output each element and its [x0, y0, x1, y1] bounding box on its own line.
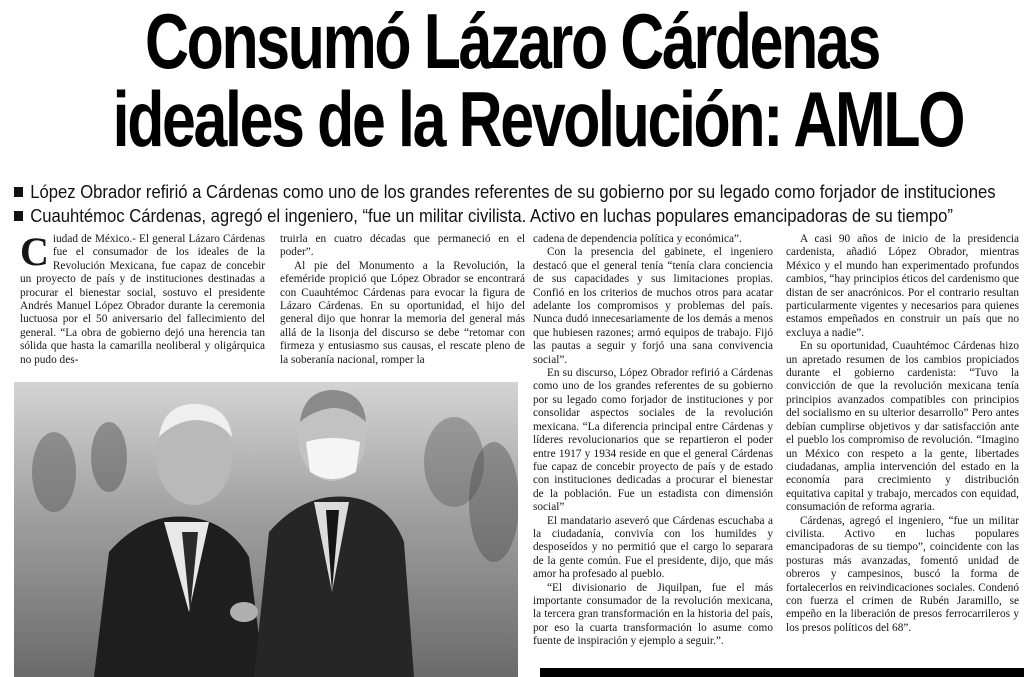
subhead-1	[14, 180, 1018, 204]
paragraph: En su discurso, López Obrador refirió a Cárdenas como uno de los grandes referentes de su gobierno por su legado como forjador de instituciones y por consolidar aspectos sociales de la revolución mexicana. “La diferencia principal entre Cárdenas y líderes revolucionarios que se repartieron el poder entre 1917 y 1934 reside en que el general Cárdenas fue capaz de concebir proyecto de país y de estado con instituciones dedicadas a procurar el bienestar de la población. Fue un estadista con dimensión social”	[533, 367, 773, 514]
article-column-2	[280, 233, 525, 367]
paragraph	[20, 229, 265, 367]
subhead-2-text: Cuauhtémoc Cárdenas, agregó el ingeniero, “fue un militar civilista. Activo en luchas populares emancipadoras de su tiempo”	[30, 205, 953, 226]
paragraph: En su oportunidad, Cuauhtémoc Cárdenas hizo un apretado resumen de los cambios propiciados durante el gobierno cardenista: “Tuvo la convicción de que la revolución mexicana tenía principios avanzados compatibles con principios del socialismo en su ulterior desarrollo” Pero antes debían cumplirse objetivos y dar satisfacción ante el pueblo los compromiso de revolución. “Imagino un México con respeto a la gente, libertades ciudadanas, amplia intervención del estado en la economía para crecimiento y distribución equitativa capital y trabajo, mercados con equidad, consumación de reforma agraria.	[786, 340, 1019, 514]
photo-illustration	[14, 382, 518, 677]
headline	[112, 0, 964, 163]
paragraph: truirla en cuatro décadas que permaneció en el poder”.	[280, 233, 525, 259]
bullet-icon	[14, 211, 23, 221]
article-column-1	[20, 229, 265, 367]
subhead-1-text: López Obrador refirió a Cárdenas como uno de los grandes referentes de su gobierno por su legado como forjador de instituciones	[30, 181, 996, 202]
article-column-4	[786, 233, 1019, 653]
paragraph: El mandatario aseveró que Cárdenas escuchaba a la ciudadanía, convivía con los humildes y desposeídos y no permitió que el cargo lo separara de la gente común. Fue el presidente, dijo, que más amor ha profesado al pueblo.	[533, 514, 773, 581]
paragraph: Cárdenas, agregó el ingeniero, “fue un militar civilista. Activo en luchas populares emancipadoras de su tiempo”, coincidente con las posturas más avanzadas, fomentó unidad de obreros y campesinos, buscó la forma de fortalecerlos en reivindicaciones sociales. Condenó con fuerza el crimen de Rubén Jaramillo, se empeño en la liberación de presos ferrocarrileros y los presos políticos del 68”.	[786, 514, 1019, 634]
headline-line-1: Consumó Lázaro Cárdenas	[145, 0, 879, 85]
article-column-3	[533, 233, 773, 673]
headline-line-2: ideales de la Revolución: AMLO	[112, 75, 964, 163]
drop-cap: C	[20, 229, 49, 274]
news-photo	[14, 382, 518, 677]
paragraph: “El divisionario de Jiquilpan, fue el más importante consumador de la revolución mexicana, la tercera gran transformación en la historia del país, por eso la cuarta transformación lo asume como fuente de inspiración y ejemplo a seguir.”.	[533, 581, 773, 648]
paragraph: A casi 90 años de inicio de la presidencia cardenista, añadió López Obrador, mientras México y el mundo han experimentado profundos cambios, “hay principios éticos del cardenismo que distan de ser anacrónicos. Por el contrario resultan particularmente vigentes y necesarios para quienes estamos empeñados en construir un país que no excluya a nadie”.	[786, 233, 1019, 339]
subheads	[14, 180, 1020, 228]
footer-bar	[540, 668, 1024, 677]
paragraph: cadena de dependencia política y económica”.	[533, 233, 742, 245]
subhead-2	[14, 204, 1018, 228]
paragraph-text: iudad de México.- El general Lázaro Cárdenas fue el consumador de los ideales de la Revolución Mexicana, fue capaz de concebir un proyecto de país y de instituciones destinadas a procurar el bienestar social, sostuvo el presidente Andrés Manuel López Obrador durante la ceremonia luctuosa por el 50 aniversario del fallecimiento del general. “La obra de gobierno dejó una herencia tan sólida que hasta la camarilla neoliberal y oligárquica no pudo des-	[20, 233, 265, 366]
bullet-icon	[14, 187, 23, 197]
paragraph: Con la presencia del gabinete, el ingeniero destacó que el general tenía “tenía clara conciencia de sus capacidades y sus limitaciones propias. Confió en los criterios de muchos otros para acatar adelante los compromisos y problemas del país. Nunca dudó innecesariamente de los demás a menos que hubiesen razones; armó equipos de trabajo. Fijó las pautas a seguir y forjó una sana convivencia social”.	[533, 246, 773, 366]
paragraph: Al pie del Monumento a la Revolución, la efeméride propició que López Obrador se encontrará con Cuauhtémoc Cárdenas para evocar la figura de Lázaro Cárdenas. En su oportunidad, el hijo del general dijo que honrar la memoria del general más allá de la lisonja del discurso se debe “retomar con firmeza y entusiasmo sus causas, el rescate pleno de la soberanía nacional, romper la	[280, 259, 525, 366]
